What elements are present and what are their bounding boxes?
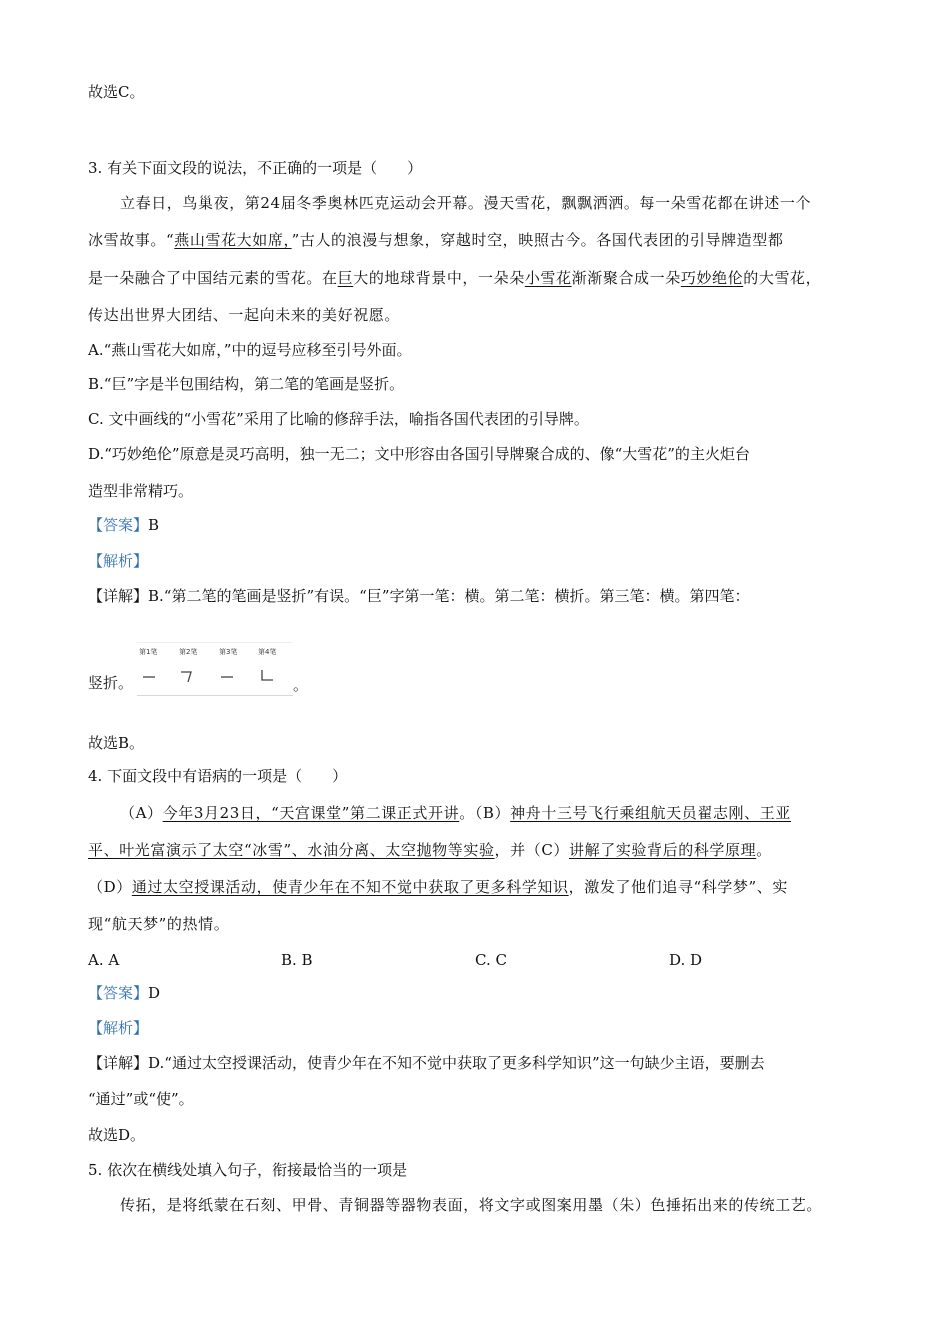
stroke-hengzhe-icon [177, 665, 201, 685]
q3-analysis-tag: 【解析】 [88, 552, 149, 570]
detail-text: B.“第二笔的笔画是竖折”有误。“巨”字第一笔：横。第二笔：横折。第三笔：横。第四笔： [148, 587, 750, 605]
q4-detail [88, 1053, 765, 1073]
q4-passage-line-1 [120, 803, 791, 823]
underlined-sentence: 讲解了实验背后的科学原理 [569, 841, 757, 859]
question-3-stem: 3. 有关下面文段的说法，不正确的一项是（ ） [88, 159, 423, 177]
q3-option-d-line-2: 造型非常精巧。 [88, 482, 194, 500]
q4-passage-line-4: 现“航天梦”的热情。 [88, 915, 230, 933]
q4-detail-line-2: “通过”或“使”。 [88, 1090, 194, 1108]
q3-option-d-line-1: D.“巧妙绝伦”原意是灵巧高明，独一无二；文中形容由各国引导牌聚合成的、像“大雪花”的主火炬台 [88, 445, 750, 463]
text-segment: 渐渐聚合成一朵 [571, 269, 681, 287]
text-segment: 是一朵融合了中国结元素的雪花。在 [88, 269, 338, 287]
text-segment: 的大雪花， [743, 269, 822, 287]
q5-passage-line-1: 传拓，是将纸蒙在石刻、甲骨、青铜器等器物表面，将文字或图案用墨（朱）色捶拓出来的传统工艺。 [120, 1196, 823, 1214]
stroke-heng-icon [217, 665, 241, 685]
underlined-word: 巧妙绝伦 [680, 269, 744, 287]
stroke-header: 第2笔 [179, 648, 198, 656]
detail-text: D.“通过太空授课活动，使青少年在不知不觉中获取了更多科学知识”这一句缺少主语，要删去 [148, 1054, 765, 1072]
q3-detail-period: 。 [293, 676, 309, 694]
q3-option-a: A.“燕山雪花大如席，”中的逗号应移至引号外面。 [88, 341, 412, 359]
label-d: （D） [88, 878, 132, 896]
label-b: 。（B） [459, 804, 511, 822]
q4-passage-line-3 [88, 877, 788, 897]
q3-answer [88, 515, 159, 535]
q3-option-c: C. 文中画线的“小雪花”采用了比喻的修辞手法，喻指各国代表团的引导牌。 [88, 410, 589, 428]
q3-detail [88, 586, 750, 606]
underlined-sentence: 今年3月23日，“天宫课堂”第二课正式开讲 [162, 804, 460, 822]
underlined-sentence: 平、叶光富演示了太空“冰雪”、水油分离、太空抛物等实验 [88, 841, 495, 859]
stroke-header: 第1笔 [139, 648, 158, 656]
stroke-order-table [137, 642, 293, 696]
q3-option-b: B.“巨”字是半包围结构，第二笔的笔画是竖折。 [88, 375, 405, 393]
q4-selection: 故选D。 [88, 1126, 146, 1144]
stroke-header: 第3笔 [219, 648, 238, 656]
q3-passage-line-1: 立春日，鸟巢夜，第24届冬季奥林匹克运动会开幕。漫天雪花，飘飘洒洒。每一朵雪花都在讲述一个 [120, 194, 812, 212]
q4-option-b: B. B [281, 951, 313, 969]
q4-option-c: C. C [475, 951, 507, 969]
q4-option-d: D. D [669, 951, 703, 969]
q4-passage-line-2 [88, 840, 772, 860]
q3-passage-line-4: 传达出世界大团结、一起向未来的美好祝愿。 [88, 306, 401, 324]
answer-value: B [148, 516, 160, 534]
stroke-header: 第4笔 [258, 648, 277, 656]
answer-tag: 【答案】 [88, 984, 149, 1002]
answer-tag: 【答案】 [88, 516, 149, 534]
stroke-shuzhe-icon [256, 665, 280, 685]
answer-line-q2: 故选C。 [88, 83, 145, 101]
text-segment: 冰雪故事。“ [88, 231, 175, 249]
q3-selection: 故选B。 [88, 734, 145, 752]
text-segment: ”古人的浪漫与想象，穿越时空，映照古今。各国代表团的引导牌造型都 [291, 231, 784, 249]
stroke-heng-icon [139, 665, 163, 685]
text-segment: 。 [756, 841, 772, 859]
q4-answer [88, 983, 160, 1003]
text-segment: 大的地球背景中，一朵朵 [353, 269, 525, 287]
text-segment: ，激发了他们追寻“科学梦”、实 [568, 878, 788, 896]
answer-value: D [148, 984, 161, 1002]
underlined-sentence: 通过太空授课活动，使青少年在不知不觉中获取了更多科学知识 [131, 878, 569, 896]
label-c: ，并（C） [494, 841, 570, 859]
q3-passage-line-2 [88, 230, 783, 250]
question-4-stem: 4. 下面文段中有语病的一项是（ ） [88, 767, 348, 785]
q3-passage-line-3 [88, 268, 821, 288]
question-5-stem: 5. 依次在横线处填入句子，衔接最恰当的一项是 [88, 1161, 408, 1179]
underlined-quote: 燕山雪花大如席， [174, 231, 292, 249]
label-a: （A） [120, 804, 163, 822]
detail-tag: 【详解】 [88, 587, 149, 605]
q3-detail-line-2: 竖折。 [88, 674, 134, 692]
q4-option-a: A. A [88, 951, 120, 969]
underlined-word: 小雪花 [524, 269, 572, 287]
underlined-sentence: 神舟十三号飞行乘组航天员翟志刚、王亚 [510, 804, 791, 822]
detail-tag: 【详解】 [88, 1054, 149, 1072]
q4-analysis-tag: 【解析】 [88, 1019, 149, 1037]
underlined-word: 巨 [337, 269, 354, 287]
